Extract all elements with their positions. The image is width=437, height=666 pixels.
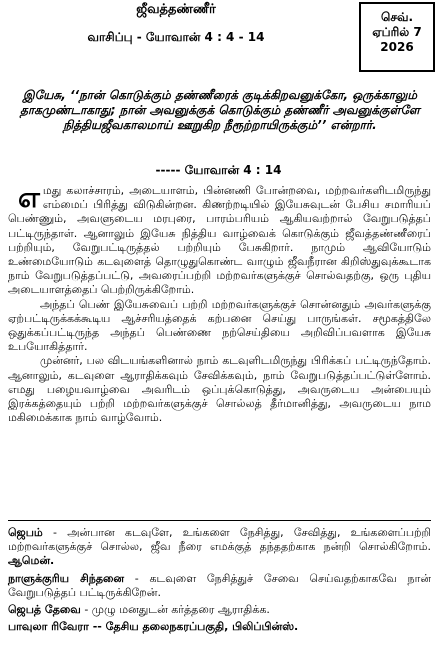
thought-label: நாளுக்குரிய சிந்தனை [8,571,125,585]
author-separator: -- [88,620,106,634]
paragraph-3: முன்னர், பல விடயங்களினால் நாம் கடவுளிடமிருந்து பிரிக்கப் பட்டிருந்தோம். ஆனாலும், கடவுளை ஆராதிக்கவும் சேவிக்கவும், நாம் வேறுபடுத்தப்பட்டுள்ளோம். எமது பழையவாழ்வை அவரிடம் ஒப்புக்கொடுத்து, அவருடைய அன்பையும் இரக்கத்தையும் பற்றி மற்றவர்களுக்குச் சொல்லத் தீர்மானித்து, அவருடைய நாம மகிமைக்காக நாம் வாழ்வோம். [8,354,431,425]
paragraph-2: அந்தப் பெண் இயேசுவைப் பற்றி மற்றவர்களுக்குச் சொன்னதும் அவர்களுக்கு ஏற்பட்டிருக்கக்கூடிய ஆச்சரியத்தைக் கற்பனை செய்து பாருங்கள். சமூகத்திலே ஒதுக்கப்பட்டிருந்த அந்தப் பெண்ணை நற்செய்தியை அறிவிப்பவளாக இயேசு உபயோகித்தார். [8,297,431,354]
author [8,620,431,634]
author-name: பாவுலா ரிவேரா [8,620,89,634]
drop-cap: எ [18,181,40,214]
prayer [8,526,431,569]
page-title: ஜீவத்தண்ணீர் [136,2,216,17]
prayer-need [8,603,431,617]
date-year: 2026 [380,40,414,54]
prayer-label: ஜெபம் [8,526,43,539]
date-day: செவ். [380,10,414,24]
prayer-need-text: - முழு மனதுடன் கர்த்தரை ஆராதிக்க. [80,603,270,617]
prayer-text: - அன்பான கடவுளே, உங்களை நேசித்து, சேவித்து, உங்களைப்பற்றி மற்றவர்களுக்குச் சொல்ல, ஜீவ நீரை எமக்குத் தந்ததற்காக நன்றி சொல்கிறோம். [8,526,431,554]
prayer-amen: ஆமென். [8,554,55,568]
date-month-day: ஏப்ரில் 7 [372,25,422,39]
reading-reference: வாசிப்பு - யோவான் 4 : 4 - 14 [87,30,265,44]
devotion-body [8,181,431,425]
divider [8,520,431,521]
thought-text: - கடவுளை நேசித்துச் சேவை செய்வதற்காகவே நான் வேறுபடுத்தப் பட்டிருக்கிறேன். [8,571,431,599]
devotion-footer [8,526,431,637]
paragraph-1 [8,181,431,298]
date-box [359,2,435,72]
verse-reference: ----- யோவான் 4 : 14 [155,163,282,177]
daily-thought [8,572,431,600]
author-place: தேசிய தலைநகரப்பகுதி, பிலிப்பின்ஸ். [105,620,299,634]
key-verse: இயேசு, ‘‘நான் கொடுக்கும் தண்ணீரைக் குடிக்கிறவனுக்கோ, ஒருக்காலும் தாகமுண்டாகாது; நான் அவனுக்குக் கொடுக்கும் தண்ணீர் அவனுக்குள்ளே நித்தியஜீவகாலமாய் ஊறுகிற நீரூற்றாயிருக்கும்’’ என்றார். [20,88,420,132]
prayer-need-label: ஜெபத் தேவை [8,603,81,617]
paragraph-1-text: மது கலாச்சாரம், அடையாளம், பின்னணி போன்றவை, மற்றவர்களிடமிருந்து எம்மைப் பிரித்து விடுகின்றன. கிணற்றடியில் இயேசுவுடன் பேசிய சமாரியப் பெண்ணும், அவளுடைய மரபுரை, பாரம்பரியம் ஆகியவற்றால் வேறுபடுத்தப் பட்டிருந்தாள். ஆனாலும் இயேசு நித்திய வாழ்வைக் கொடுக்கும் ஜீவத்தண்ணீரைப் பற்றியும், வேறுபட்டிருத்தல் பற்றியும் பேசுகிறார். நாமும் ஆவியோடும் உண்மையோடும் கடவுளைத் தொழுதுகொண்ட வாழும் ஜீவநீரான கிறிஸ்துவுக்கூடாக நாம் வேறுபடுத்தப்பட்டு, அவரைப்பற்றி மற்றவர்களுக்குச் சொல்வதற்கு, ஒரு புதிய அடையாளத்தைப் பெற்றிருக்கிறோம். [8,184,431,297]
